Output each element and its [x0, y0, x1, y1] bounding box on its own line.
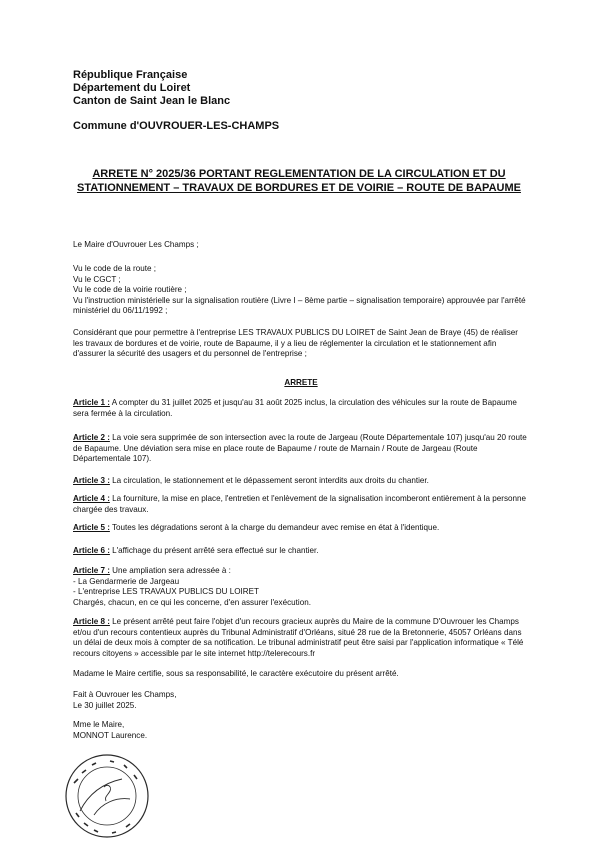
fait-line: Fait à Ouvrouer les Champs, [73, 690, 177, 699]
article-label: Article 7 : [73, 566, 110, 575]
article-text: Une ampliation sera adressée à : [109, 566, 231, 575]
arrete-heading: ARRETE [284, 378, 318, 387]
vu-line: Vu l'instruction ministérielle sur la signalisation routière (Livre I – 8ème partie – signalisation temporaire) approuvée par l'arrêté ministériel du 06/11/1992 ; [73, 295, 526, 315]
article-text: La fourniture, la mise en place, l'entretien et l'enlèvement de la signalisation incomberont entièrement à la personne chargée des travaux. [73, 494, 527, 514]
article-text: Le présent arrêté peut faire l'objet d'un recours gracieux auprès du Maire de la commune D'Ouvrouer les Champs et/ou d'un recours contentieux auprès du Tribunal Administratif d'Orléans, situé 28 rue de la Bretonnerie, 45057 Orléans dans un délai de deux mois à compter de sa notification. Le tribunal administratif peut être saisi par l'application informatique « Télé recours citoyens » accessible par le site internet http://telerecours.fr [73, 617, 524, 658]
article-8 [73, 617, 529, 659]
vu-line: Vu le code de la voirie routière ; [73, 285, 187, 294]
article-1 [73, 398, 529, 419]
ampliation-line: - La Gendarmerie de Jargeau [73, 576, 180, 586]
article-label: Article 5 : [73, 523, 110, 532]
signature-title: Mme le Maire, [73, 720, 125, 729]
header-republique: République Française [73, 69, 188, 81]
article-text: L'affichage du présent arrêté sera effectué sur le chantier. [109, 546, 319, 555]
header-canton: Canton de Saint Jean le Blanc [73, 95, 231, 107]
vu-line: Vu le CGCT ; [73, 274, 121, 284]
article-5 [73, 523, 529, 534]
article-label: Article 3 : [73, 476, 110, 485]
article-4 [73, 494, 529, 515]
article-6 [73, 546, 529, 557]
article-text: La circulation, le stationnement et le dépassement seront interdits aux droits du chantier. [109, 476, 429, 485]
vu-block [73, 264, 529, 317]
signature-name: MONNOT Laurence. [73, 730, 148, 740]
article-label: Article 4 : [73, 494, 110, 503]
article-3 [73, 476, 529, 487]
article-label: Article 6 : [73, 546, 110, 555]
mairie-seal-stamp [64, 753, 150, 839]
header-departement: Département du Loiret [73, 82, 191, 94]
article-label: Article 8 : [73, 617, 110, 626]
intro-line: Le Maire d'Ouvrouer Les Champs ; [73, 240, 199, 249]
ampliation-line: Chargés, chacun, en ce qui les concerne, d'en assurer l'exécution. [73, 597, 311, 607]
signature-block [73, 720, 529, 741]
document-title: ARRETE N° 2025/36 PORTANT REGLEMENTATION DE LA CIRCULATION ET DU STATIONNEMENT – TRAVAUX DE BORDURES ET DE VOIRIE – ROUTE DE BAPAUME [77, 168, 521, 194]
fait-block [73, 690, 529, 711]
ampliation-line: - L'entreprise LES TRAVAUX PUBLICS DU LOIRET [73, 587, 259, 596]
article-text: Toutes les dégradations seront à la charge du demandeur avec remise en état à l'identique. [109, 523, 440, 532]
date-line: Le 30 juillet 2025. [73, 700, 137, 710]
considerant-paragraph: Considérant que pour permettre à l'entreprise LES TRAVAUX PUBLICS DU LOIRET de Saint Jean de Braye (45) de réaliser les travaux de bordures et de voirie, route de Bapaume, il y a lieu de réglementer la circulation et le stationnement afin d'assurer la sécurité des usagers et du personnel de l'entreprise ; [73, 328, 518, 358]
article-text: La voie sera supprimée de son intersection avec la route de Jargeau (Route Départementale 107) jusqu'au 20 route de Bapaume. Une déviation sera mise en place route de Bapaume / route de Marnain / Route de Jargeau (Route Départementale 107). [73, 433, 527, 463]
article-2 [73, 433, 529, 465]
closing-statement: Madame le Maire certifie, sous sa responsabilité, le caractère exécutoire du présent arrêté. [73, 669, 399, 678]
vu-line: Vu le code de la route ; [73, 264, 156, 273]
article-label: Article 1 : [73, 398, 110, 407]
article-label: Article 2 : [73, 433, 110, 442]
article-text: A compter du 31 juillet 2025 et jusqu'au 31 août 2025 inclus, la circulation des véhicules sur la route de Bapaume sera fermée à la circulation. [73, 398, 517, 418]
article-7 [73, 566, 529, 608]
header-commune: Commune d'OUVROUER-LES-CHAMPS [73, 120, 280, 132]
